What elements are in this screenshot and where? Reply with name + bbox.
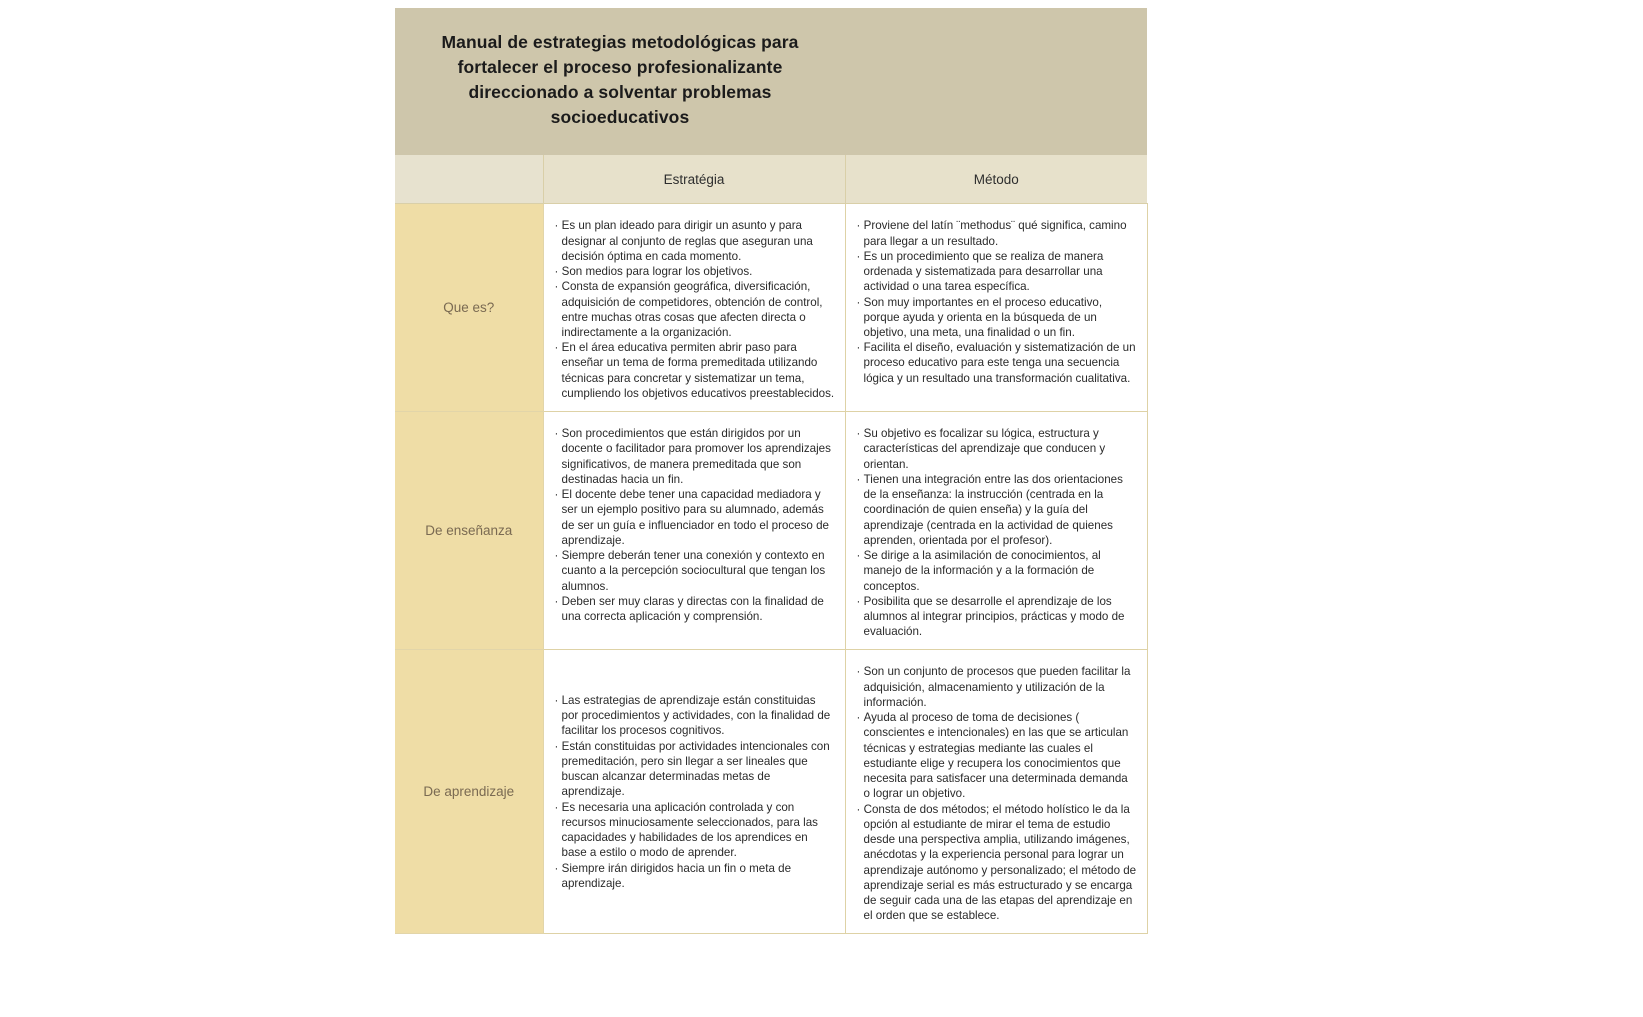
title-banner-cell xyxy=(395,8,1147,155)
cell-de-ensenanza-estrategia xyxy=(543,412,845,650)
list-item: · Siempre irán dirigidos hacia un fin o meta de aprendizaje. xyxy=(555,861,835,891)
table-header-row xyxy=(395,155,1147,204)
list-item: · Las estrategias de aprendizaje están constituidas por procedimientos y actividades, con la finalidad de facilitar los procesos cognitivos. xyxy=(555,693,835,739)
list-item: · Proviene del latín ¨methodus¨ qué significa, camino para llegar a un resultado. xyxy=(857,218,1137,248)
cell-de-aprendizaje-metodo xyxy=(845,650,1147,934)
table-row xyxy=(395,412,1147,650)
table-row xyxy=(395,650,1147,934)
list-item: · Es un plan ideado para dirigir un asunto y para designar al conjunto de reglas que aseguran una decisión óptima en cada momento. xyxy=(555,218,835,264)
bullet-list xyxy=(857,426,1137,639)
list-item: · Deben ser muy claras y directas con la finalidad de una correcta aplicación y comprensión. xyxy=(555,594,835,624)
list-item: · Consta de dos métodos; el método holístico le da la opción al estudiante de mirar el tema de estudio desde una perspectiva amplia, utilizando imágenes, anécdotas y la experiencia personal para lograr un aprendizaje autónomo y personalizado; el método de aprendizaje serial es más estructurado y se encarga de seguir cada una de las etapas del aprendizaje en el orden que se establece. xyxy=(857,802,1137,924)
header-metodo: Método xyxy=(845,155,1147,204)
list-item: · En el área educativa permiten abrir paso para enseñar un tema de forma premeditada utilizando técnicas para concretar y sistematizar un tema, cumpliendo los objetivos educativos preestablecidos. xyxy=(555,340,835,401)
cell-que-es-estrategia xyxy=(543,204,845,412)
header-estrategia: Estratégia xyxy=(543,155,845,204)
list-item: · Consta de expansión geográfica, diversificación, adquisición de competidores, obtención de control, entre muchas otras cosas que afecten directa o indirectamente a la organización. xyxy=(555,279,835,340)
bullet-list xyxy=(857,664,1137,923)
bullet-list xyxy=(857,218,1137,386)
list-item: · Es necesaria una aplicación controlada y con recursos minuciosamente seleccionados, para las capacidades y habilidades de los aprendices en base a estilo o modo de aprender. xyxy=(555,800,835,861)
bullet-list xyxy=(555,218,835,401)
title-banner-row xyxy=(395,8,1147,155)
bullet-list xyxy=(555,693,835,891)
strategy-method-table xyxy=(395,8,1148,934)
strategy-method-table-container xyxy=(395,8,1147,934)
header-corner-cell xyxy=(395,155,543,204)
list-item: · Ayuda al proceso de toma de decisiones ( conscientes e intencionales) en las que se articulan técnicas y estrategias mediante las cuales el estudiante elige y recupera los conocimientos que necesita para satisfacer una determinada demanda o lograr un objetivo. xyxy=(857,710,1137,801)
table-row xyxy=(395,204,1147,412)
list-item: · Su objetivo es focalizar su lógica, estructura y características del aprendizaje que conducen y orientan. xyxy=(857,426,1137,472)
list-item: · Se dirige a la asimilación de conocimientos, al manejo de la información y a la formación de conceptos. xyxy=(857,548,1137,594)
list-item: · Son muy importantes en el proceso educativo, porque ayuda y orienta en la búsqueda de un objetivo, una meta, una finalidad o un fin. xyxy=(857,295,1137,341)
list-item: · Están constituidas por actividades intencionales con premeditación, pero sin llegar a ser lineales que buscan alcanzar determinadas metas de aprendizaje. xyxy=(555,739,835,800)
list-item: · El docente debe tener una capacidad mediadora y ser un ejemplo positivo para su alumnado, además de ser un guía e influenciador en todo el proceso de aprendizaje. xyxy=(555,487,835,548)
list-item: · Tienen una integración entre las dos orientaciones de la enseñanza: la instrucción (centrada en la coordinación de quien enseña) y la guía del aprendizaje (centrada en la actividad de quienes aprenden, orientada por el profesor). xyxy=(857,472,1137,548)
bullet-list xyxy=(555,426,835,624)
list-item: · Son medios para lograr los objetivos. xyxy=(555,264,835,279)
list-item: · Son un conjunto de procesos que pueden facilitar la adquisición, almacenamiento y utilización de la información. xyxy=(857,664,1137,710)
row-label-que-es: Que es? xyxy=(395,204,543,412)
page-title: Manual de estrategias metodológicas para fortalecer el proceso profesionalizante direccionado a solventar problemas socioeducativos xyxy=(441,32,799,127)
list-item: · Facilita el diseño, evaluación y sistematización de un proceso educativo para este tenga una secuencia lógica y un resultado una transformación cualitativa. xyxy=(857,340,1137,386)
row-label-de-ensenanza: De enseñanza xyxy=(395,412,543,650)
list-item: · Es un procedimiento que se realiza de manera ordenada y sistematizada para desarrollar una actividad o una tarea específica. xyxy=(857,249,1137,295)
list-item: · Siempre deberán tener una conexión y contexto en cuanto a la percepción sociocultural que tengan los alumnos. xyxy=(555,548,835,594)
list-item: · Posibilita que se desarrolle el aprendizaje de los alumnos al integrar principios, prácticas y modo de evaluación. xyxy=(857,594,1137,640)
cell-que-es-metodo xyxy=(845,204,1147,412)
list-item: · Son procedimientos que están dirigidos por un docente o facilitador para promover los aprendizajes significativos, de manera premeditada que son destinadas hacia un fin. xyxy=(555,426,835,487)
row-label-de-aprendizaje: De aprendizaje xyxy=(395,650,543,934)
cell-de-aprendizaje-estrategia xyxy=(543,650,845,934)
cell-de-ensenanza-metodo xyxy=(845,412,1147,650)
